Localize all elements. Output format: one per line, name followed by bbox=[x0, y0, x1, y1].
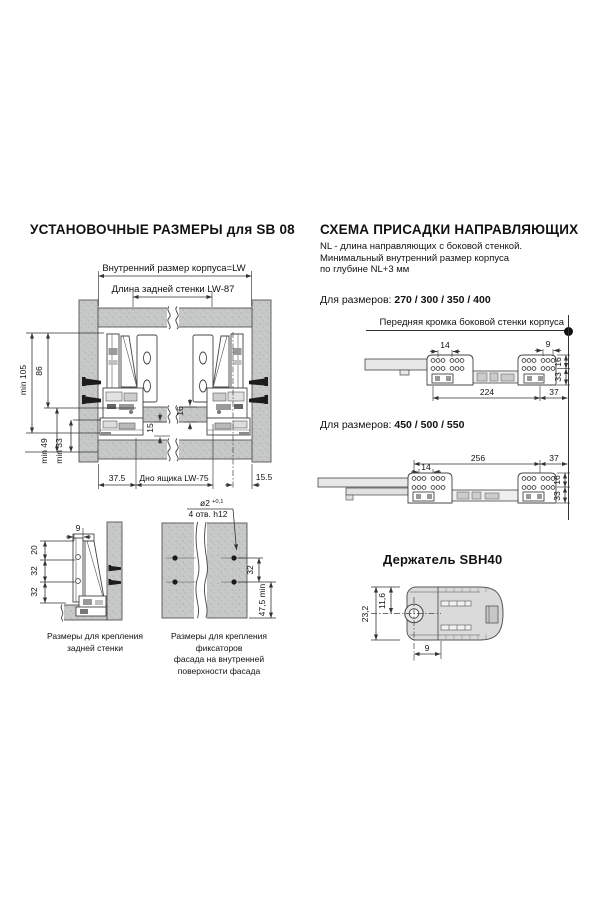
dim-min49: min 49 bbox=[39, 438, 49, 464]
fx-dim-32: 32 bbox=[245, 565, 255, 575]
r2-dim-33: 33 bbox=[552, 491, 562, 501]
r2-dim-14: 14 bbox=[421, 462, 431, 472]
rail-bracket-right bbox=[518, 355, 556, 385]
dim-back-wall-label: Длина задней стенки LW-87 bbox=[111, 284, 235, 295]
bw-dim-20: 20 bbox=[29, 545, 39, 555]
dim-min33: min 33 bbox=[54, 438, 64, 464]
sizes1-values: 270 / 300 / 350 / 400 bbox=[394, 294, 491, 306]
dim-86: 86 bbox=[34, 366, 44, 376]
sizes1-label: Для размеров: bbox=[320, 294, 395, 306]
r1-dim-16: 16 bbox=[553, 357, 563, 367]
hole-dia-label: ø2 bbox=[200, 498, 210, 508]
fixator-caption-line1: Размеры для крепления фиксаторов bbox=[170, 631, 268, 653]
rail-bar bbox=[365, 359, 427, 370]
note-line-2: Минимальный внутренний размер корпуса bbox=[320, 252, 510, 264]
dim-bottom-label: Дно ящика LW-75 bbox=[139, 473, 209, 483]
r1-dim-37: 37 bbox=[549, 387, 559, 397]
rail-diagram-1 bbox=[330, 338, 580, 406]
backwall-caption-line2: задней стенки bbox=[66, 642, 124, 653]
sizes2-values: 450 / 500 / 550 bbox=[394, 419, 465, 431]
r2-dim-256: 256 bbox=[470, 453, 486, 463]
fixator-diagram bbox=[152, 495, 292, 625]
back-wall-diagram bbox=[22, 505, 144, 633]
bw-dim-9: 9 bbox=[75, 523, 81, 533]
bw-dim-32b: 32 bbox=[29, 587, 39, 597]
r2-dim-37: 37 bbox=[549, 453, 559, 463]
backwall-caption bbox=[26, 631, 164, 654]
break-marks bbox=[167, 306, 179, 461]
rail2-bracket-right bbox=[518, 473, 556, 503]
backwall-caption-line1: Размеры для крепления bbox=[46, 631, 144, 641]
holder-title: Держатель SBH40 bbox=[383, 552, 503, 567]
sizes-row-2 bbox=[320, 419, 464, 431]
sizes2-label: Для размеров: bbox=[320, 419, 395, 431]
rail-bar-outer bbox=[318, 478, 408, 487]
note-line-1: NL - длина направляющих с боковой стенкой. bbox=[320, 241, 523, 252]
dim-15-5: 15.5 bbox=[255, 472, 273, 482]
hole-tol-label: +0,1 bbox=[212, 499, 224, 505]
sizes-row-1 bbox=[320, 294, 491, 306]
rail-bar-inner bbox=[346, 488, 408, 495]
drawer-side-profile bbox=[73, 534, 106, 616]
rail-diagram-2 bbox=[318, 446, 580, 510]
fixator-caption-line2: фасада на внутренней bbox=[173, 654, 265, 664]
dim-inner-width-label: Внутренний размер корпуса=LW bbox=[102, 263, 246, 274]
r1-dim-9: 9 bbox=[545, 339, 551, 349]
dim-37-5: 37.5 bbox=[108, 473, 126, 483]
front-edge-label: Передняя кромка боковой стенки корпуса bbox=[379, 317, 564, 328]
right-section-title: СХЕМА ПРИСАДКИ НАПРАВЛЯЮЩИХ bbox=[320, 222, 579, 237]
holes-note-label: 4 отв. h12 bbox=[188, 509, 228, 519]
bw-dim-32a: 32 bbox=[29, 566, 39, 576]
fixator-caption-line3: поверхности фасада bbox=[177, 665, 261, 676]
rail-bracket-left bbox=[427, 355, 473, 385]
left-section-title: УСТАНОВОЧНЫЕ РАЗМЕРЫ для SB 08 bbox=[30, 222, 295, 237]
fixator-caption bbox=[148, 631, 290, 677]
installation-diagram bbox=[20, 258, 312, 493]
fx-dim-47-5: 47,5 min bbox=[257, 583, 267, 617]
holder-diagram bbox=[355, 575, 517, 667]
dim-15: 15 bbox=[145, 423, 155, 433]
r1-dim-14: 14 bbox=[440, 340, 450, 350]
r1-dim-224: 224 bbox=[479, 387, 495, 397]
holder-dim-9: 9 bbox=[424, 643, 430, 653]
r2-dim-16: 16 bbox=[552, 475, 562, 485]
dim-min105: min 105 bbox=[18, 364, 28, 396]
dim-16: 16 bbox=[175, 406, 185, 416]
r1-dim-33: 33 bbox=[553, 372, 563, 382]
front-edge-underline bbox=[366, 330, 567, 331]
rail2-bracket-left bbox=[408, 473, 452, 503]
note-line-3: по глубине NL+3 мм bbox=[320, 264, 410, 275]
right-section-notes bbox=[320, 241, 522, 276]
holder-dim-11-6: 11,6 bbox=[377, 593, 387, 609]
holder-latch bbox=[486, 606, 498, 623]
holder-dim-23-2: 23,2 bbox=[360, 605, 370, 623]
